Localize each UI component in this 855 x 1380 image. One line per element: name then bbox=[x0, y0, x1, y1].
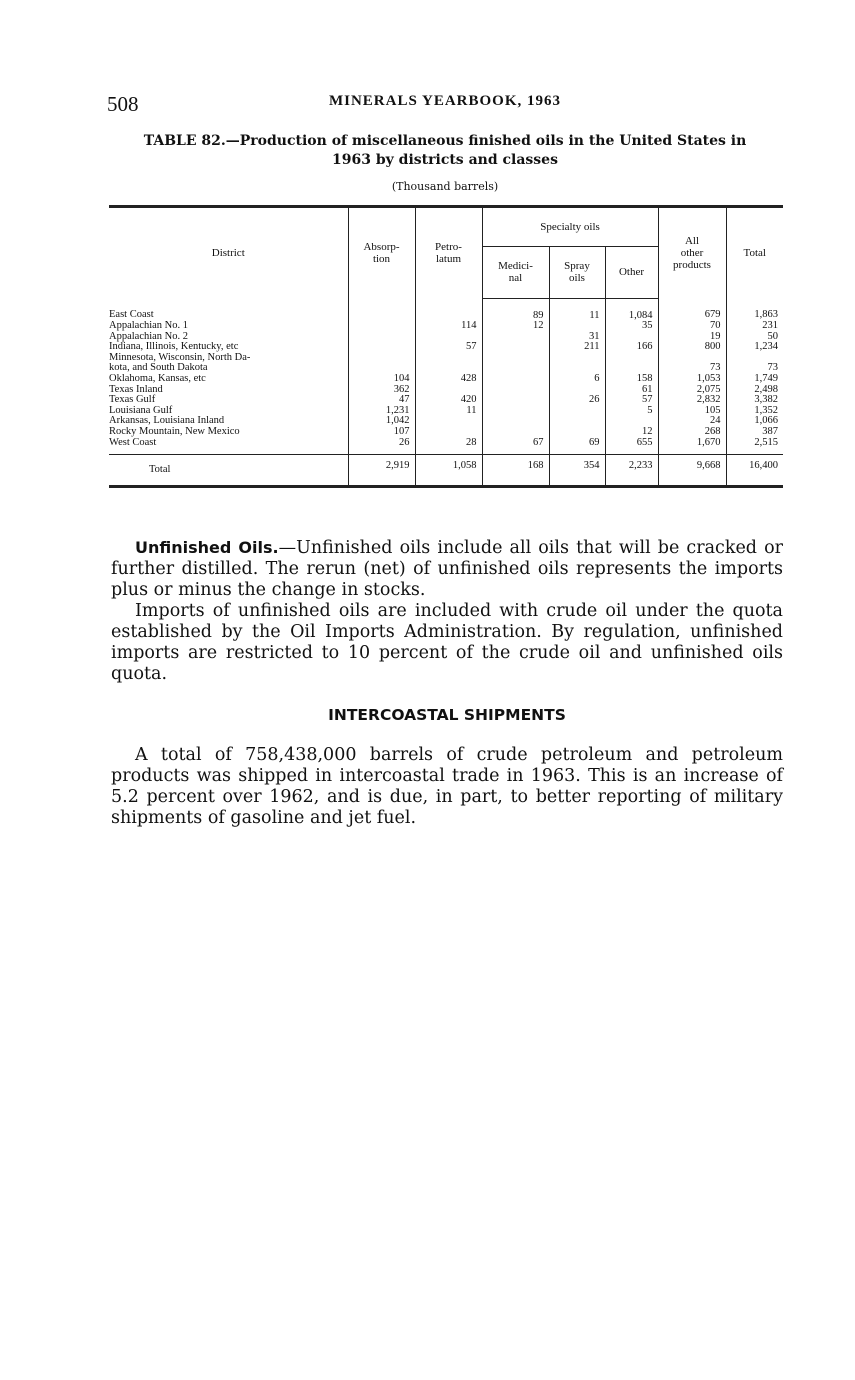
district-cell: Louisiana Gulf bbox=[109, 404, 173, 416]
table-title-line-2: 1963 by districts and classes bbox=[332, 152, 558, 168]
table-row bbox=[109, 363, 783, 374]
total-label: Total bbox=[109, 455, 348, 487]
unfinished-oils-run-in: Unfinished Oils. bbox=[135, 538, 279, 557]
absorption-cell: 104 bbox=[348, 374, 415, 385]
total-cell: 2,515 bbox=[726, 438, 783, 455]
district-cell: East Coast bbox=[109, 309, 154, 321]
intercoastal-heading: INTERCOASTAL SHIPMENTS bbox=[328, 706, 566, 724]
header-all-other-products: All other products bbox=[658, 207, 726, 299]
petrolatum-cell bbox=[415, 298, 482, 321]
absorption-cell bbox=[348, 342, 415, 353]
total-cell: 3,382 bbox=[726, 395, 783, 406]
all-other-cell: 73 bbox=[658, 363, 726, 374]
medicinal-cell: 67 bbox=[482, 438, 549, 455]
absorption-cell: 362 bbox=[348, 385, 415, 396]
table-row bbox=[109, 321, 783, 332]
page-number: 508 bbox=[107, 92, 139, 116]
absorption-cell: 107 bbox=[348, 427, 415, 438]
table-row bbox=[109, 395, 783, 406]
table-row bbox=[109, 427, 783, 438]
all-other-cell: 2,832 bbox=[658, 395, 726, 406]
total-cell: 73 bbox=[726, 363, 783, 374]
spray-cell: 69 bbox=[549, 438, 605, 455]
total-cell: 1,234 bbox=[726, 342, 783, 353]
total-medicinal: 168 bbox=[482, 455, 549, 487]
unfinished-oils-section bbox=[111, 537, 783, 685]
district-cell: West Coast bbox=[109, 436, 157, 448]
district-cell: Texas Gulf bbox=[109, 394, 156, 406]
petrolatum-cell: 428 bbox=[415, 374, 482, 385]
medicinal-cell bbox=[482, 342, 549, 353]
petrolatum-cell: 57 bbox=[415, 342, 482, 353]
table-row bbox=[109, 385, 783, 396]
district-cell: Appalachian No. 2 bbox=[109, 330, 189, 342]
header-petrolatum: Petro- latum bbox=[415, 207, 482, 299]
table-row bbox=[109, 438, 783, 455]
other-cell: 166 bbox=[605, 342, 658, 353]
spray-cell: 211 bbox=[549, 342, 605, 353]
medicinal-cell bbox=[482, 363, 549, 374]
production-table bbox=[109, 205, 783, 488]
total-cell: 1,863 bbox=[726, 298, 783, 321]
spray-cell: 11 bbox=[549, 298, 605, 321]
spray-cell bbox=[549, 406, 605, 417]
total-other: 2,233 bbox=[605, 455, 658, 487]
petrolatum-cell: 420 bbox=[415, 395, 482, 406]
total-cell: 387 bbox=[726, 427, 783, 438]
table-row bbox=[109, 374, 783, 385]
all-other-cell: 2,075 bbox=[658, 385, 726, 396]
total-all-other: 9,668 bbox=[658, 455, 726, 487]
spray-cell bbox=[549, 353, 605, 364]
petrolatum-cell: 28 bbox=[415, 438, 482, 455]
all-other-cell: 1,053 bbox=[658, 374, 726, 385]
total-total: 16,400 bbox=[726, 455, 783, 487]
medicinal-cell bbox=[482, 353, 549, 364]
total-cell: 1,749 bbox=[726, 374, 783, 385]
medicinal-cell: 12 bbox=[482, 321, 549, 332]
district-cell: Appalachian No. 1 bbox=[109, 320, 189, 332]
district-cell: Rocky Mountain, New Mexico bbox=[109, 426, 240, 438]
district-cell: Indiana, Illinois, Kentucky, etc bbox=[109, 341, 239, 353]
total-cell: 231 bbox=[726, 321, 783, 332]
header-specialty-oils: Specialty oils bbox=[482, 207, 658, 247]
header-total: Total bbox=[726, 207, 783, 299]
table-row bbox=[109, 353, 783, 364]
unfinished-oils-paragraph-1 bbox=[111, 537, 783, 601]
other-cell bbox=[605, 353, 658, 364]
header-spray-oils: Spray oils bbox=[549, 247, 605, 299]
all-other-cell: 800 bbox=[658, 342, 726, 353]
medicinal-cell bbox=[482, 395, 549, 406]
all-other-cell: 1,670 bbox=[658, 438, 726, 455]
absorption-cell: 1,042 bbox=[348, 416, 415, 427]
total-row bbox=[109, 455, 783, 487]
district-cell: Arkansas, Louisiana Inland bbox=[109, 415, 225, 427]
absorption-cell: 26 bbox=[348, 438, 415, 455]
all-other-cell: 679 bbox=[658, 298, 726, 321]
table-title-line-1: TABLE 82.—Production of miscellaneous finished oils in the United States in bbox=[143, 133, 747, 149]
header-medicinal: Medici- nal bbox=[482, 247, 549, 299]
spray-cell: 6 bbox=[549, 374, 605, 385]
petrolatum-cell: 114 bbox=[415, 321, 482, 332]
total-absorption: 2,919 bbox=[348, 455, 415, 487]
absorption-cell: 1,231 bbox=[348, 406, 415, 417]
spray-cell: 31 bbox=[549, 332, 605, 343]
medicinal-cell bbox=[482, 416, 549, 427]
other-cell: 158 bbox=[605, 374, 658, 385]
district-cell: Texas Inland bbox=[109, 383, 163, 395]
unfinished-oils-paragraph-2: Imports of unfinished oils are included with crude oil under the quota established by the Oil Imports Administration. By regulation, unfinished imports are restricted to 10 percent of the crude oil and unfinished oils quota. bbox=[111, 601, 783, 684]
absorption-cell bbox=[348, 353, 415, 364]
medicinal-cell: 89 bbox=[482, 298, 549, 321]
header-other: Other bbox=[605, 247, 658, 299]
other-cell: 12 bbox=[605, 427, 658, 438]
absorption-cell bbox=[348, 332, 415, 343]
running-head: MINERALS YEARBOOK, 1963 bbox=[328, 93, 562, 109]
other-cell: 655 bbox=[605, 438, 658, 455]
total-cell: 2,498 bbox=[726, 385, 783, 396]
absorption-cell: 47 bbox=[348, 395, 415, 406]
total-cell: 1,066 bbox=[726, 416, 783, 427]
petrolatum-cell bbox=[415, 353, 482, 364]
total-spray: 354 bbox=[549, 455, 605, 487]
unfinished-oils-text-1: —Unfinished oils include all oils that will be cracked or further distilled. The rerun (net) of unfinished oils represents the imports plus or minus the change in stocks. bbox=[111, 538, 783, 600]
absorption-cell bbox=[348, 321, 415, 332]
medicinal-cell bbox=[482, 385, 549, 396]
petrolatum-cell: 11 bbox=[415, 406, 482, 417]
total-cell: 50 bbox=[726, 332, 783, 343]
petrolatum-cell bbox=[415, 416, 482, 427]
medicinal-cell bbox=[482, 406, 549, 417]
all-other-cell: 24 bbox=[658, 416, 726, 427]
district-cell: Oklahoma, Kansas, etc bbox=[109, 373, 206, 385]
spray-cell: 26 bbox=[549, 395, 605, 406]
all-other-cell: 268 bbox=[658, 427, 726, 438]
district-cell: Minnesota, Wisconsin, North Da- bbox=[109, 351, 251, 363]
other-cell: 1,084 bbox=[605, 298, 658, 321]
total-cell: 1,352 bbox=[726, 406, 783, 417]
medicinal-cell bbox=[482, 374, 549, 385]
all-other-cell: 70 bbox=[658, 321, 726, 332]
other-cell: 35 bbox=[605, 321, 658, 332]
all-other-cell: 19 bbox=[658, 332, 726, 343]
intercoastal-section bbox=[111, 745, 783, 829]
spray-cell bbox=[549, 416, 605, 427]
district-cell: kota, and South Dakota bbox=[109, 362, 208, 374]
table-unit: (Thousand barrels) bbox=[391, 180, 499, 193]
table-row bbox=[109, 298, 783, 321]
other-cell: 61 bbox=[605, 385, 658, 396]
header-district: District bbox=[109, 207, 348, 299]
all-other-cell: 105 bbox=[658, 406, 726, 417]
total-petrolatum: 1,058 bbox=[415, 455, 482, 487]
table-title bbox=[107, 132, 783, 170]
absorption-cell bbox=[348, 298, 415, 321]
other-cell: 5 bbox=[605, 406, 658, 417]
header-absorption: Absorp- tion bbox=[348, 207, 415, 299]
intercoastal-paragraph-1: A total of 758,438,000 barrels of crude petroleum and petroleum products was shipped in intercoastal trade in 1963. This is an increase of 5.2 percent over 1962, and is due, in part, to better reporting of military shipments of gasoline and jet fuel. bbox=[111, 745, 783, 828]
other-cell: 57 bbox=[605, 395, 658, 406]
medicinal-cell bbox=[482, 332, 549, 343]
